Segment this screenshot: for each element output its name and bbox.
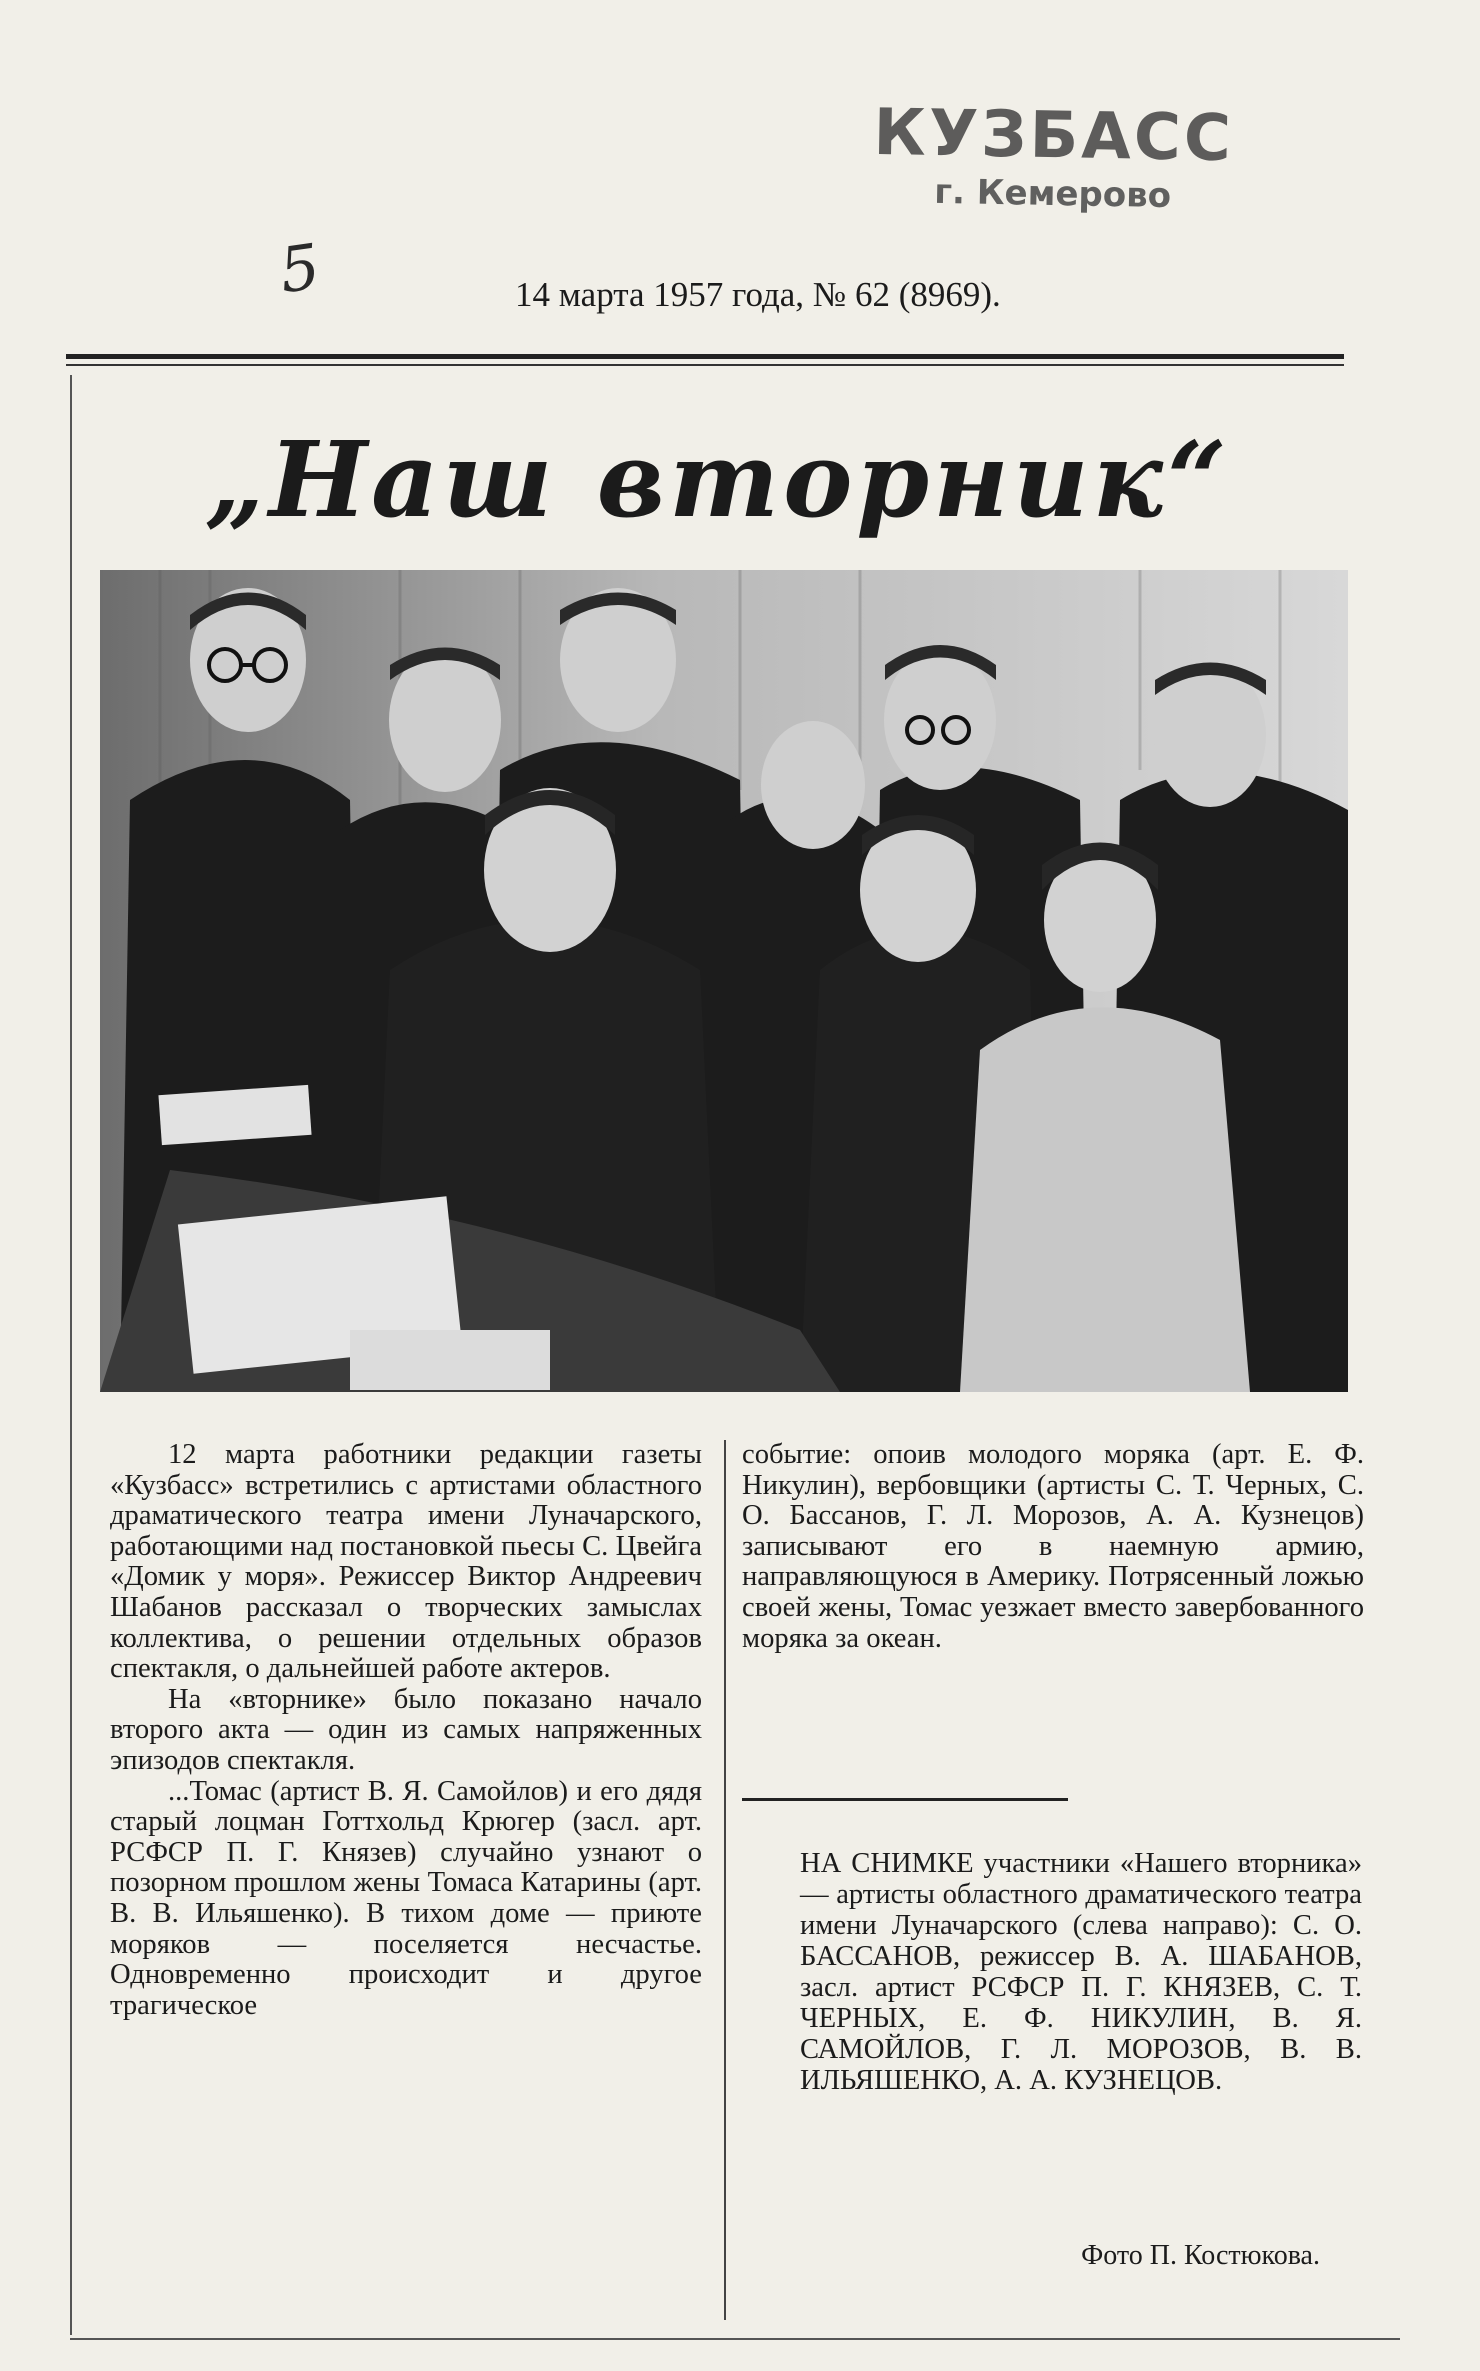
page-number-mark: 5 [275,229,325,308]
photo-caption-text: НА СНИМКЕ участники «Нашего вторника» — артисты областного драматического театра имени Луначарского (слева направо): С. О. БАССАНОВ, режиссер В. А. ШАБАНОВ, засл. артист РСФСР П. Г. КНЯЗЕВ, С. Т. ЧЕРНЫХ, Е. Ф. НИКУЛИН, В. Я. САМОЙЛОВ, Г. Л. МОРОЗОВ, В. В. ИЛЬЯШЕНКО, А. А. КУЗНЕЦОВ. [800,1848,1362,2096]
article-right-column [742,1440,1364,1654]
article-headline: „Наш вторник“ [205,418,1231,541]
clipping-bottom-border [70,2338,1400,2340]
header-rule-thin [66,364,1344,366]
photo-credit: Фото П. Костюкова. [1081,2240,1320,2271]
article-paragraph-continued: событие: опоив молодого моряка (арт. Е. Ф. Никулин), вербовщики (артисты С. Т. Черных, С. О. Бассанов, Г. Л. Морозов, А. А. Кузнецов) записывают его в наемную армию, направляющуюся в Америку. Потрясенный ложью своей жены, Томас уезжает вместо завербованного моряка за океан. [742,1439,1364,1654]
stamp-city: г. Кемерово [933,171,1172,217]
article-left-column [110,1440,702,2021]
photo-caption [800,1848,1362,2096]
article-paragraph: На «вторнике» было показано начало второго акта — один из самых напряженных эпизодов спектакля. [110,1683,702,1776]
issue-dateline: 14 марта 1957 года, № 62 (8969). [515,275,1001,314]
stamp-title: КУЗБАСС [872,95,1235,177]
library-stamp [857,97,1250,254]
column-divider [724,1440,726,2320]
header-rule [66,354,1344,359]
clipping-left-border [70,375,72,2335]
article-paragraph: ...Томас (артист В. Я. Самойлов) и его дядя старый лоцман Готтхольд Крюгер (засл. арт. РСФСР П. Г. Князев) случайно узнают о позорном прошлом жены Томаса Катарины (арт. В. В. Ильяшенко). В тихом доме — приюте моряков — поселяется несчастье. Одновременно происходит и другое трагическое [110,1775,702,2021]
section-rule [742,1798,1068,1801]
group-photo-image [100,570,1348,1392]
article-paragraph: 12 марта работники редакции газеты «Кузбасс» встретились с артистами областного драматического театра имени Луначарского, работающими над постановкой пьесы С. Цвейга «Домик у моря». Режиссер Виктор Андреевич Шабанов рассказал о творческих замыслах коллектива, о решении отдельных образов спектакля, о дальнейшей работе актеров. [110,1439,702,1685]
group-photo [100,570,1348,1392]
